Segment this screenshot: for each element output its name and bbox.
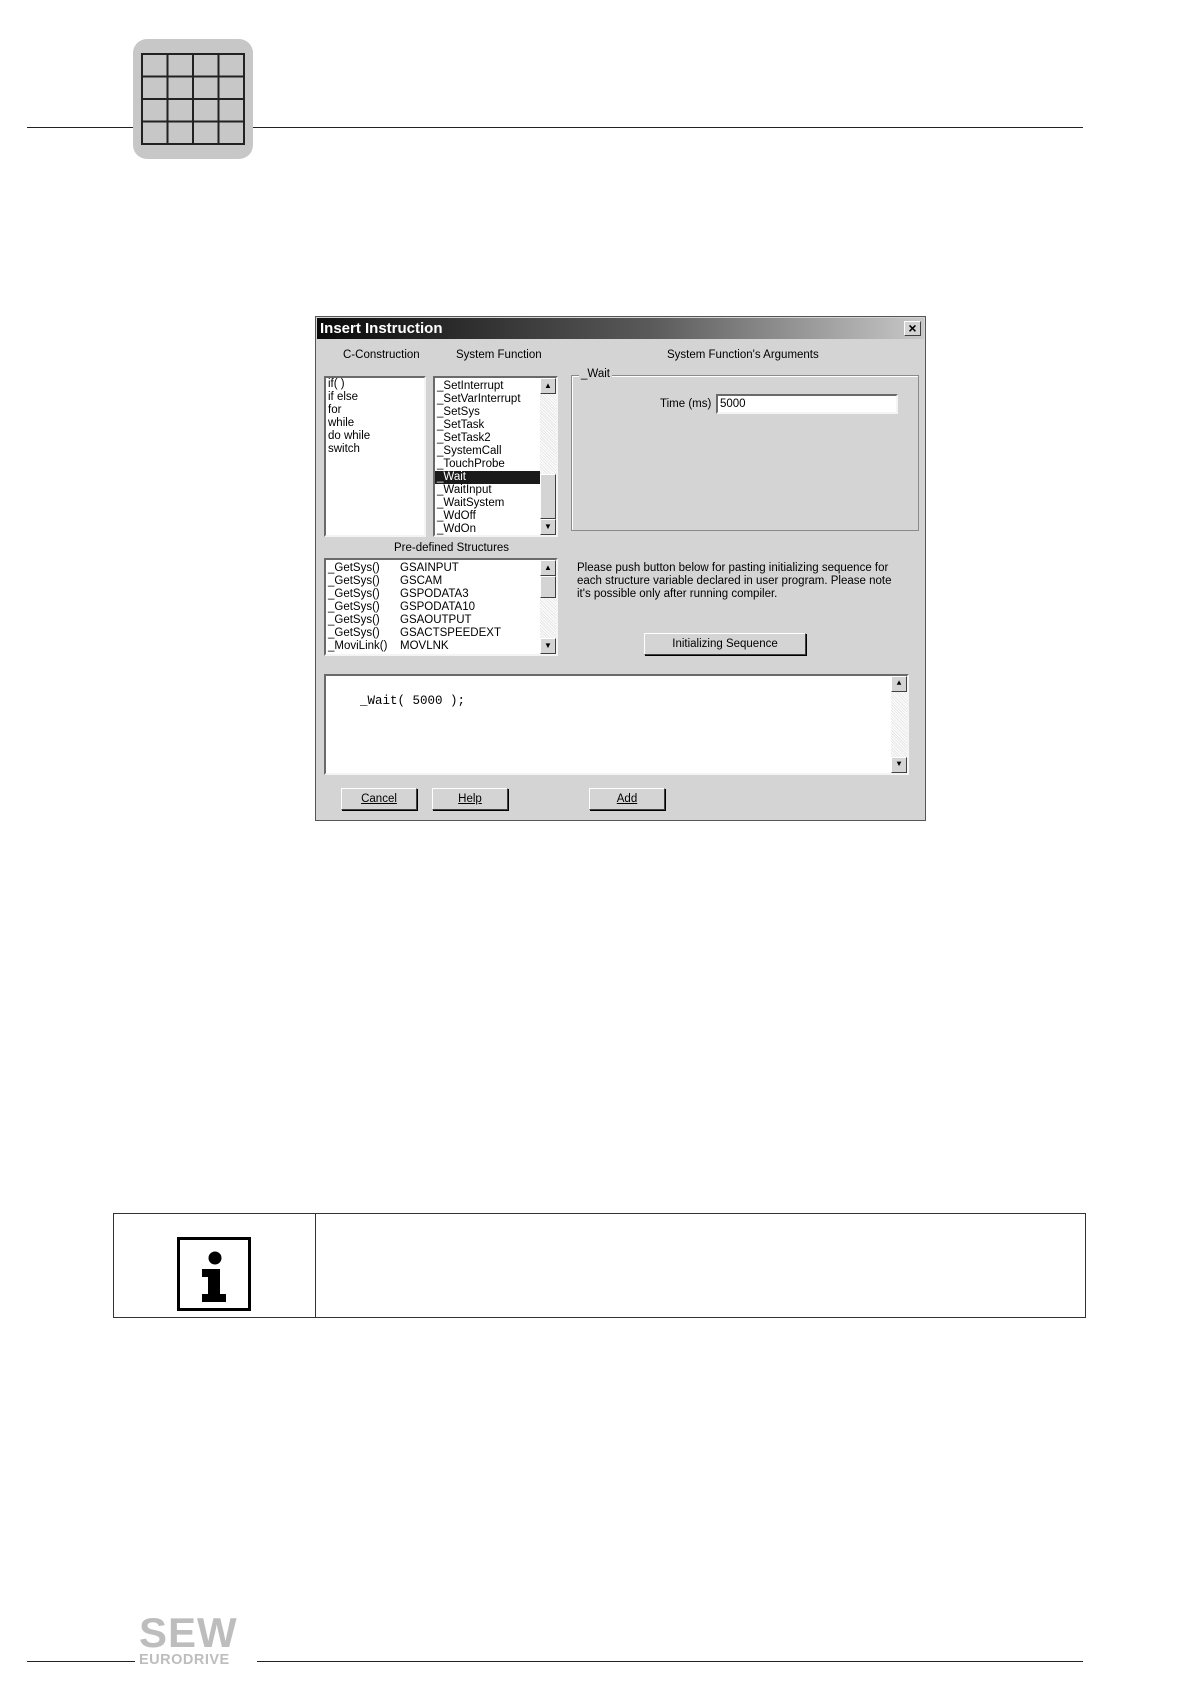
c-construction-item[interactable]: for [328, 404, 342, 416]
scroll-thumb[interactable] [540, 576, 556, 598]
system-function-item[interactable]: _WdOn [437, 523, 476, 535]
time-input[interactable]: 5000 [716, 394, 898, 414]
system-function-list[interactable] [433, 376, 558, 537]
grid-icon [133, 39, 253, 159]
dialog-title: Insert Instruction [320, 320, 443, 337]
predefined-item-name: GSCAM [400, 575, 443, 587]
system-function-item[interactable]: _SetTask2 [437, 432, 491, 444]
arguments-group-legend: _Wait [581, 368, 610, 380]
cancel-label: Cancel [361, 793, 397, 805]
predefined-item-function: _MoviLink() [328, 640, 388, 652]
footer-rule-right [257, 1661, 1083, 1662]
sew-eurodrive-logo [139, 1609, 255, 1668]
scroll-down-icon[interactable]: ▼ [891, 757, 907, 773]
logo-sew: SEW [139, 1609, 238, 1656]
system-function-item[interactable]: _SystemCall [437, 445, 502, 457]
initializing-sequence-button[interactable]: Initializing Sequence [644, 633, 806, 655]
c-construction-item[interactable]: while [328, 417, 355, 429]
c-construction-header: C-Construction [343, 349, 420, 361]
predefined-item[interactable] [326, 575, 540, 588]
scroll-up-icon[interactable]: ▲ [540, 378, 556, 394]
system-function-item[interactable]: _SetTask [437, 419, 485, 431]
system-function-item[interactable]: _SetInterrupt [437, 380, 504, 392]
c-construction-item[interactable]: do while [328, 430, 371, 442]
insert-instruction-dialog [315, 316, 926, 821]
cancel-button[interactable] [341, 788, 417, 810]
predefined-item-function: _GetSys() [328, 575, 380, 587]
logo-eurodrive: EURODRIVE [139, 1652, 230, 1668]
c-construction-item[interactable]: if else [328, 391, 359, 403]
predefined-item-name: GSPODATA10 [400, 601, 475, 613]
predefined-item[interactable] [326, 562, 540, 575]
header-rule-right [253, 127, 1083, 128]
predefined-item[interactable] [326, 640, 540, 653]
initializing-info-text: Please push button below for pasting initializing sequence for each structure variable declared in user program. Please note it's possible only after running compiler. [577, 562, 892, 600]
footer-rule-left [27, 1661, 135, 1662]
system-function-item[interactable]: _WaitSystem [437, 497, 505, 509]
predefined-structures-list[interactable] [324, 558, 558, 656]
predefined-item-name: GSAINPUT [400, 562, 459, 574]
time-label: Time (ms) [660, 398, 712, 410]
scroll-thumb[interactable] [540, 474, 556, 519]
info-icon [177, 1237, 251, 1311]
predefined-item[interactable] [326, 614, 540, 627]
add-button[interactable] [589, 788, 665, 810]
info-box-divider [315, 1214, 316, 1317]
scroll-down-icon[interactable]: ▼ [540, 638, 556, 654]
predefined-item[interactable] [326, 627, 540, 640]
predefined-item-function: _GetSys() [328, 601, 380, 613]
c-construction-item[interactable]: if( ) [328, 378, 345, 390]
arguments-group [571, 368, 919, 531]
system-function-header: System Function [456, 349, 542, 361]
predefined-item-name: GSACTSPEEDEXT [400, 627, 501, 639]
predefined-item-name: GSPODATA3 [400, 588, 469, 600]
predefined-item[interactable] [326, 588, 540, 601]
predefined-item[interactable] [326, 601, 540, 614]
code-text: _Wait( 5000 ); [360, 694, 466, 708]
predefined-item-name: GSAOUTPUT [400, 614, 472, 626]
system-function-item[interactable]: _SetSys [437, 406, 480, 418]
code-preview-area[interactable] [324, 674, 909, 775]
predefined-item-function: _GetSys() [328, 588, 380, 600]
c-construction-item[interactable]: switch [328, 443, 360, 455]
help-button[interactable] [432, 788, 508, 810]
system-function-item[interactable]: _Wait [435, 471, 540, 484]
predefined-header: Pre-defined Structures [394, 542, 510, 554]
system-function-item[interactable]: _TouchProbe [437, 458, 505, 470]
c-construction-list[interactable] [324, 376, 426, 537]
code-scrollbar[interactable] [891, 676, 907, 773]
scroll-up-icon[interactable]: ▲ [891, 676, 907, 692]
predefined-scrollbar[interactable] [540, 560, 556, 654]
dialog-title-bar[interactable] [317, 318, 924, 339]
help-label: Help [458, 793, 482, 805]
arguments-header: System Function's Arguments [667, 349, 819, 361]
add-label: Add [616, 793, 638, 805]
predefined-item-name: MOVLNK [400, 640, 449, 652]
info-box [113, 1213, 1086, 1318]
predefined-item-function: _GetSys() [328, 614, 380, 626]
scroll-down-icon[interactable]: ▼ [540, 519, 556, 535]
scroll-up-icon[interactable]: ▲ [540, 560, 556, 576]
close-icon[interactable]: × [904, 321, 921, 336]
system-function-scrollbar[interactable] [540, 378, 556, 535]
system-function-item[interactable]: _SetVarInterrupt [437, 393, 521, 405]
system-function-item[interactable]: _WaitInput [437, 484, 492, 496]
predefined-item-function: _GetSys() [328, 562, 380, 574]
predefined-item-function: _GetSys() [328, 627, 380, 639]
header-rule-left [27, 127, 133, 128]
system-function-item[interactable]: _WdOff [437, 510, 476, 522]
